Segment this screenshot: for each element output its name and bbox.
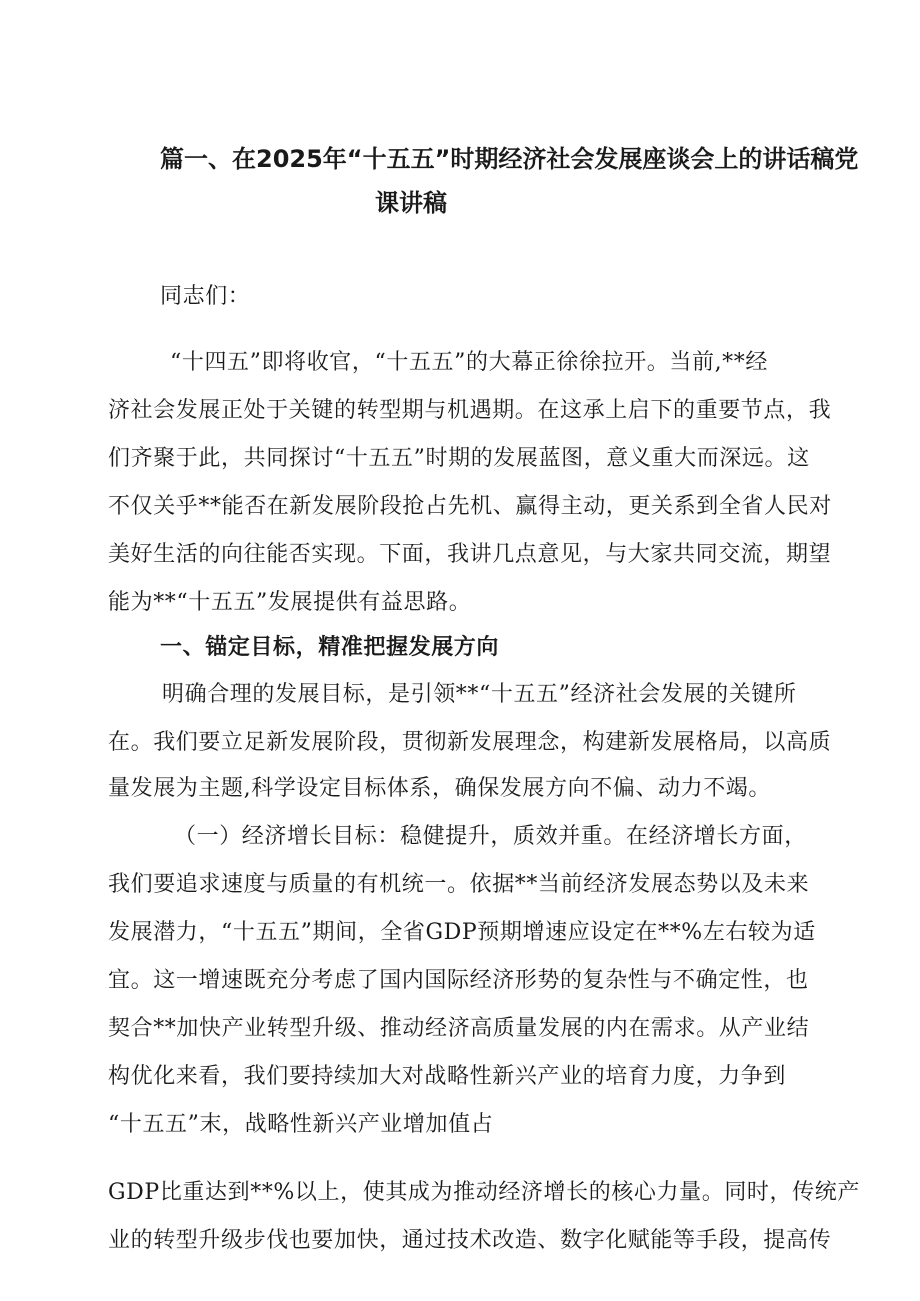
paragraph-line: “十五五”末，战略性新兴产业增加值占 (108, 1112, 494, 1137)
section-heading: 一、锚定目标，精准把握发展方向 (160, 635, 500, 660)
subsection-line: （一）经济增长目标：稳健提升，质效并重。在经济增长方面， (174, 824, 807, 849)
paragraph-line: 能为**“十五五”发展提供有益思路。 (108, 590, 472, 615)
paragraph-line: 构优化来看，我们要持续加大对战略性新兴产业的培育力度，力争到 (108, 1064, 787, 1089)
paragraph-line: GDP比重达到**%以上，使其成为推动经济增长的核心力量。同时，传统产 (108, 1180, 860, 1205)
document-title-line-1: 篇一、在2025年“十五五”时期经济社会发展座谈会上的讲话稿党 (160, 145, 859, 173)
paragraph-line: 在。我们要立足新发展阶段，贯彻新发展理念，构建新发展格局，以高质 (108, 730, 832, 755)
paragraph-line: 美好生活的向往能否实现。下面，我讲几点意见，与大家共同交流，期望 (108, 542, 832, 567)
paragraph-line: 明确合理的发展目标，是引领**“十五五”经济社会发展的关键所 (162, 682, 797, 707)
paragraph-line: 量发展为主题,科学设定目标体系，确保发展方向不偏、动力不竭。 (108, 776, 771, 801)
paragraph-line: 发展潜力，“十五五”期间，全省GDP预期增速应设定在**%左右较为适 (108, 920, 816, 945)
paragraph-line: “十四五”即将收官，“十五五”的大幕正徐徐拉开。当前,**经 (170, 350, 768, 375)
paragraph-line: 不仅关乎**能否在新发展阶段抢占先机、赢得主动，更关系到全省人民对 (108, 494, 832, 519)
paragraph-line: 业的转型升级步伐也要加快，通过技术改造、数字化赋能等手段，提高传 (108, 1228, 832, 1253)
salutation: 同志们： (160, 284, 251, 309)
document-title-line-2: 课讲稿 (375, 189, 447, 217)
paragraph-line: 宜。这一增速既充分考虑了国内国际经济形势的复杂性与不确定性，也 (108, 968, 809, 993)
paragraph-line: 我们要追求速度与质量的有机统一。依据**当前经济发展态势以及未来 (108, 872, 810, 897)
paragraph-line: 济社会发展正处于关键的转型期与机遇期。在这承上启下的重要节点，我 (108, 398, 832, 423)
paragraph-line: 们齐聚于此，共同探讨“十五五”时期的发展蓝图，意义重大而深远。这 (108, 446, 810, 471)
paragraph-line: 契合**加快产业转型升级、推动经济高质量发展的内在需求。从产业结 (108, 1016, 810, 1041)
